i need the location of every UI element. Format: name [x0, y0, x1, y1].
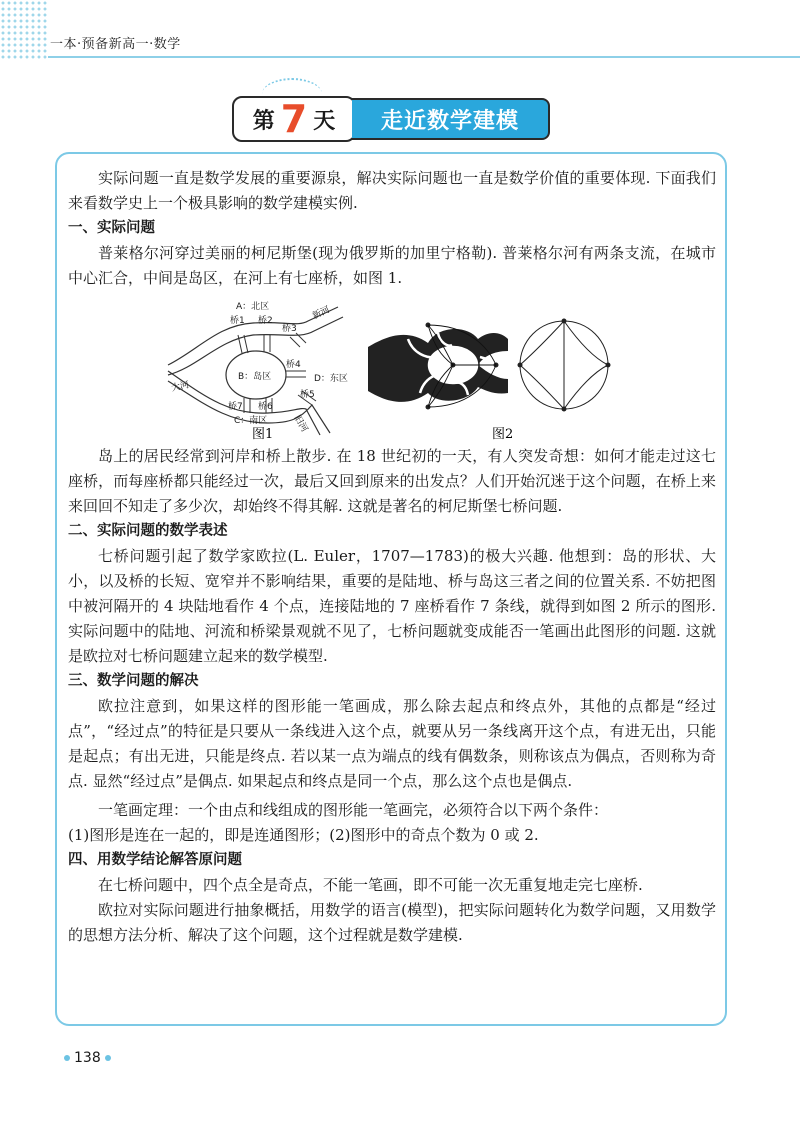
section2-paragraph1: 七桥问题引起了数学家欧拉(L. Euler，1707—1783)的极大兴趣. 他想到：岛的形状、大小，以及桥的长短、宽窄并不影响结果，重要的是陆地、桥与岛这三者之间的位置关系. 不妨把图中被河隔开的 4 块陆地看作 4 个点，连接陆地的 7 座桥看作 7 条线，就得到如图 2 所示的图形. 实际问题中的陆地、河流和桥梁景观就不见了，七桥问题就变成能否一笔画出此图形的问题. 这就是欧拉对七桥问题建立起来的数学模型. — [68, 547, 716, 665]
chapter-title: 走近数学建模 — [352, 98, 550, 140]
main-content — [68, 166, 716, 948]
label-bridge4: 桥4 — [286, 360, 301, 370]
label-bridge7: 桥7 — [228, 402, 243, 412]
label-bridge6: 桥6 — [258, 402, 273, 412]
figure2-overlay — [368, 323, 508, 410]
corner-dot-pattern — [0, 0, 48, 60]
figure1-caption: 图1 — [252, 427, 274, 440]
label-new-river: 新河 — [311, 305, 332, 322]
figures-svg — [68, 295, 716, 440]
section4-paragraph1: 在七桥问题中，四个点全是奇点，不能一笔画，即不可能一次无重复地走完七座桥. — [98, 876, 643, 894]
figure2-caption: 图2 — [492, 427, 514, 440]
day-badge — [232, 96, 356, 142]
label-east: D：东区 — [314, 374, 348, 384]
section3-paragraph3: (1)图形是连在一起的，即是连通图形；(2)图形中的奇点个数为 0 或 2. — [68, 826, 539, 844]
section-heading-2: 二、实际问题的数学表述 — [68, 523, 228, 539]
figure2-graph — [520, 321, 608, 409]
label-bridge1: 桥1 — [230, 316, 245, 326]
label-island: B：岛区 — [238, 372, 272, 382]
section-heading-1: 一、实际问题 — [68, 220, 155, 236]
label-south: C：南区 — [234, 416, 268, 426]
day-suffix: 天 — [313, 108, 336, 134]
section-heading-4: 四、用数学结论解答原问题 — [68, 852, 242, 868]
label-big-river: 大河 — [170, 380, 191, 394]
running-header: 一本·预备新高一·数学 — [50, 37, 181, 52]
label-bridge3: 桥3 — [282, 324, 297, 334]
day-number: 7 — [280, 97, 308, 141]
section4-paragraph2: 欧拉对实际问题进行抽象概括，用数学的语言(模型)，把实际问题转化为数学问题，又用数学的思想方法分析、解决了这个问题，这个过程就是数学建模. — [68, 901, 716, 944]
figures-row — [68, 295, 716, 440]
figure1-map — [168, 300, 348, 435]
section3-paragraph2: 一笔画定理：一个由点和线组成的图形能一笔画完，必须符合以下两个条件： — [98, 801, 609, 819]
label-north: A：北区 — [236, 302, 270, 312]
label-bridge5: 桥5 — [300, 390, 315, 400]
section3-paragraph1: 欧拉注意到，如果这样的图形能一笔画成，那么除去起点和终点外，其他的点都是“经过点”，“经过点”的特征是只要从一条线进入这个点，就要从另一条线离开这个点，有进无出，只能是起点；有出无进，只能是终点. 若以某一点为端点的线有偶数条，则称该点为偶点，否则称为奇点. 显然“经过点”是偶点. 如果起点和终点是同一个点，那么这个点也是偶点. — [68, 697, 716, 790]
label-old-river: 旧河 — [291, 413, 310, 435]
day-prefix: 第 — [252, 108, 275, 134]
header-rule — [48, 56, 800, 58]
section-heading-3: 三、数学问题的解决 — [68, 673, 199, 689]
intro-paragraph: 实际问题一直是数学发展的重要源泉，解决实际问题也一直是数学价值的重要体现. 下面我们来看数学史上一个极具影响的数学建模实例. — [68, 169, 716, 212]
label-bridge2: 桥2 — [258, 316, 273, 326]
section1-paragraph2: 岛上的居民经常到河岸和桥上散步. 在 18 世纪初的一天，有人突发奇想：如何才能走过这七座桥，而每座桥都只能经过一次，最后又回到原来的出发点？人们开始沉迷于这个问题，在桥上来来回回不知走了多少次，却始终不得其解. 这就是著名的柯尼斯堡七桥问题. — [68, 447, 716, 515]
page-number: 138 — [60, 1050, 115, 1066]
section1-paragraph1: 普莱格尔河穿过美丽的柯尼斯堡(现为俄罗斯的加里宁格勒). 普莱格尔河有两条支流，在城市中心汇合，中间是岛区，在河上有七座桥，如图 1. — [68, 244, 716, 287]
